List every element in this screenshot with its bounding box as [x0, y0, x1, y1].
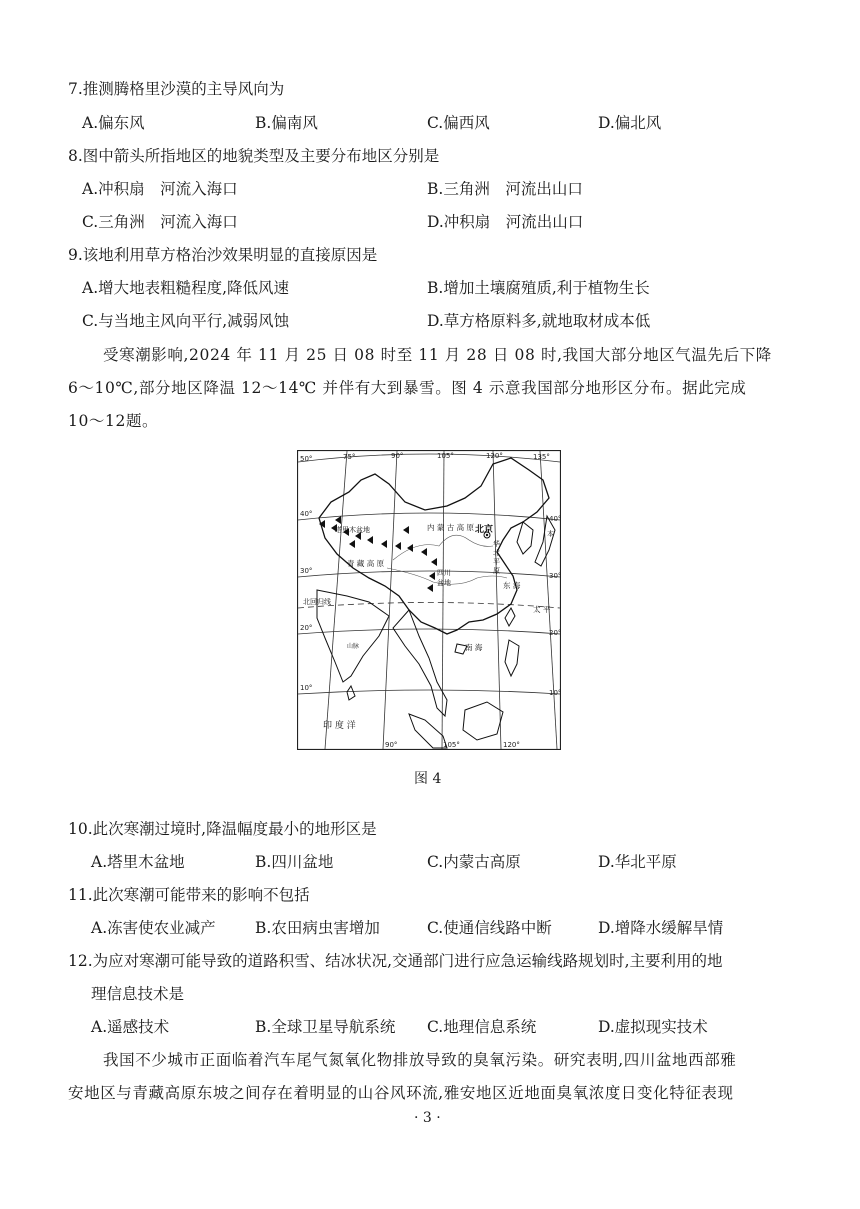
- label-beijing: 北京: [475, 525, 494, 535]
- question-12-stem-line-1: 12.为应对寒潮可能导致的道路积雪、结冰状况,交通部门进行应急运输线路规划时,主要利用的地: [68, 952, 723, 970]
- label-neimenggu: 内 蒙 古 高 原: [427, 523, 475, 532]
- label-indian: 印 度 洋: [323, 721, 356, 731]
- svg-text:北: 北: [493, 549, 500, 557]
- q7-option-d: D.偏北风: [598, 114, 662, 132]
- outro-line-2: 安地区与青藏高原东坡之间存在着明显的山谷风环流,雅安地区近地面臭氧浓度日变化特征表现: [68, 1084, 734, 1102]
- q7-option-a: A.偏东风: [82, 114, 145, 132]
- q7-option-c: C.偏西风: [427, 114, 490, 132]
- lat-label: 10°: [300, 684, 313, 692]
- q12-option-b: B.全球卫星导航系统: [255, 1018, 396, 1036]
- q12-option-d: D.虚拟现实技术: [598, 1018, 708, 1036]
- lon-label: 105°: [437, 452, 454, 460]
- q9-option-b: B.增加土壤腐殖质,利于植物生长: [427, 279, 650, 297]
- q11-option-a: A.冻害使农业减产: [91, 919, 216, 937]
- q11-option-c: C.使通信线路中断: [427, 919, 552, 937]
- lat-label: 30°: [300, 567, 313, 575]
- svg-text:平: 平: [493, 558, 500, 566]
- question-7-stem: 7.推测腾格里沙漠的主导风向为: [68, 80, 285, 98]
- bottom-lon-label: 120°: [503, 741, 520, 749]
- map-frame: [298, 451, 561, 750]
- bottom-lon-label: 90°: [385, 741, 398, 749]
- outro-line-1: 我国不少城市正面临着汽车尾气氮氧化物排放导致的臭氧污染。研究表明,四川盆地西部雅: [103, 1051, 737, 1069]
- q12-option-a: A.遥感技术: [91, 1018, 170, 1036]
- label-pacific: 太 平: [533, 605, 551, 614]
- label-mountain: 山脉: [347, 643, 360, 650]
- q11-option-b: B.农田病虫害增加: [255, 919, 380, 937]
- label-sichuan-2: 盆地: [437, 579, 451, 587]
- question-8-stem: 8.图中箭头所指地区的地貌类型及主要分布地区分别是: [68, 147, 440, 165]
- q8-option-c: C.三角洲 河流入海口: [82, 213, 238, 231]
- q10-option-a: A.塔里木盆地: [91, 853, 185, 871]
- q11-option-d: D.增降水缓解旱情: [598, 919, 724, 937]
- bottom-lon-label: 105°: [443, 741, 460, 749]
- label-korea: 本: [547, 530, 554, 538]
- lon-label: 135°: [533, 453, 550, 461]
- q7-option-b: B.偏南风: [255, 114, 318, 132]
- lat-label: 20°: [300, 624, 313, 632]
- lat-label: 10°: [549, 689, 561, 697]
- label-tropic: 北回归线: [303, 598, 331, 606]
- question-9-stem: 9.该地利用草方格治沙效果明显的直接原因是: [68, 246, 378, 264]
- lat-label: 40°: [549, 515, 561, 523]
- question-10-stem: 10.此次寒潮过境时,降温幅度最小的地形区是: [68, 820, 377, 838]
- intro-line-3: 10～12题。: [68, 412, 159, 430]
- intro-line-2: 6～10℃,部分地区降温 12～14℃ 并伴有大到暴雪。图 4 示意我国部分地形区分布。据此完成: [68, 379, 747, 397]
- q8-option-d: D.冲积扇 河流出山口: [427, 213, 584, 231]
- lat-label: 30°: [549, 572, 561, 580]
- lat-label: 40°: [300, 510, 313, 518]
- svg-text:原: 原: [493, 567, 500, 575]
- q10-option-b: B.四川盆地: [255, 853, 334, 871]
- question-12-stem-line-2: 理信息技术是: [91, 985, 185, 1003]
- q9-option-c: C.与当地主风向平行,减弱风蚀: [82, 312, 290, 330]
- lon-label: 75°: [343, 453, 356, 461]
- question-11-stem: 11.此次寒潮可能带来的影响不包括: [68, 886, 310, 904]
- q10-option-d: D.华北平原: [598, 853, 677, 871]
- lon-label: 90°: [391, 452, 404, 460]
- q12-option-c: C.地理信息系统: [427, 1018, 537, 1036]
- q9-option-a: A.增大地表粗糙程度,降低风速: [82, 279, 290, 297]
- label-sichuan-1: 四川: [437, 569, 451, 577]
- svg-text:华: 华: [493, 540, 500, 548]
- label-tarim: 塔里木盆地: [335, 526, 370, 534]
- page-number: · 3 ·: [414, 1110, 441, 1126]
- label-qingzang: 青 藏 高 原: [347, 559, 385, 568]
- lat-label: 50°: [300, 455, 313, 463]
- label-donghai: 东 海: [503, 581, 521, 590]
- q8-option-a: A.冲积扇 河流入海口: [82, 180, 238, 198]
- q10-option-c: C.内蒙古高原: [427, 853, 521, 871]
- figure-caption: 图 4: [414, 771, 442, 787]
- lat-label: 20°: [549, 629, 561, 637]
- intro-line-1: 受寒潮影响,2024 年 11 月 25 日 08 时至 11 月 28 日 08 时,我国大部分地区气温先后下降: [103, 346, 772, 364]
- q8-option-b: B.三角洲 河流出山口: [427, 180, 583, 198]
- label-nanhai: 南 海: [465, 643, 483, 652]
- lon-label: 120°: [486, 452, 503, 460]
- terrain-map-figure: [297, 450, 561, 750]
- q9-option-d: D.草方格原料多,就地取材成本低: [427, 312, 651, 330]
